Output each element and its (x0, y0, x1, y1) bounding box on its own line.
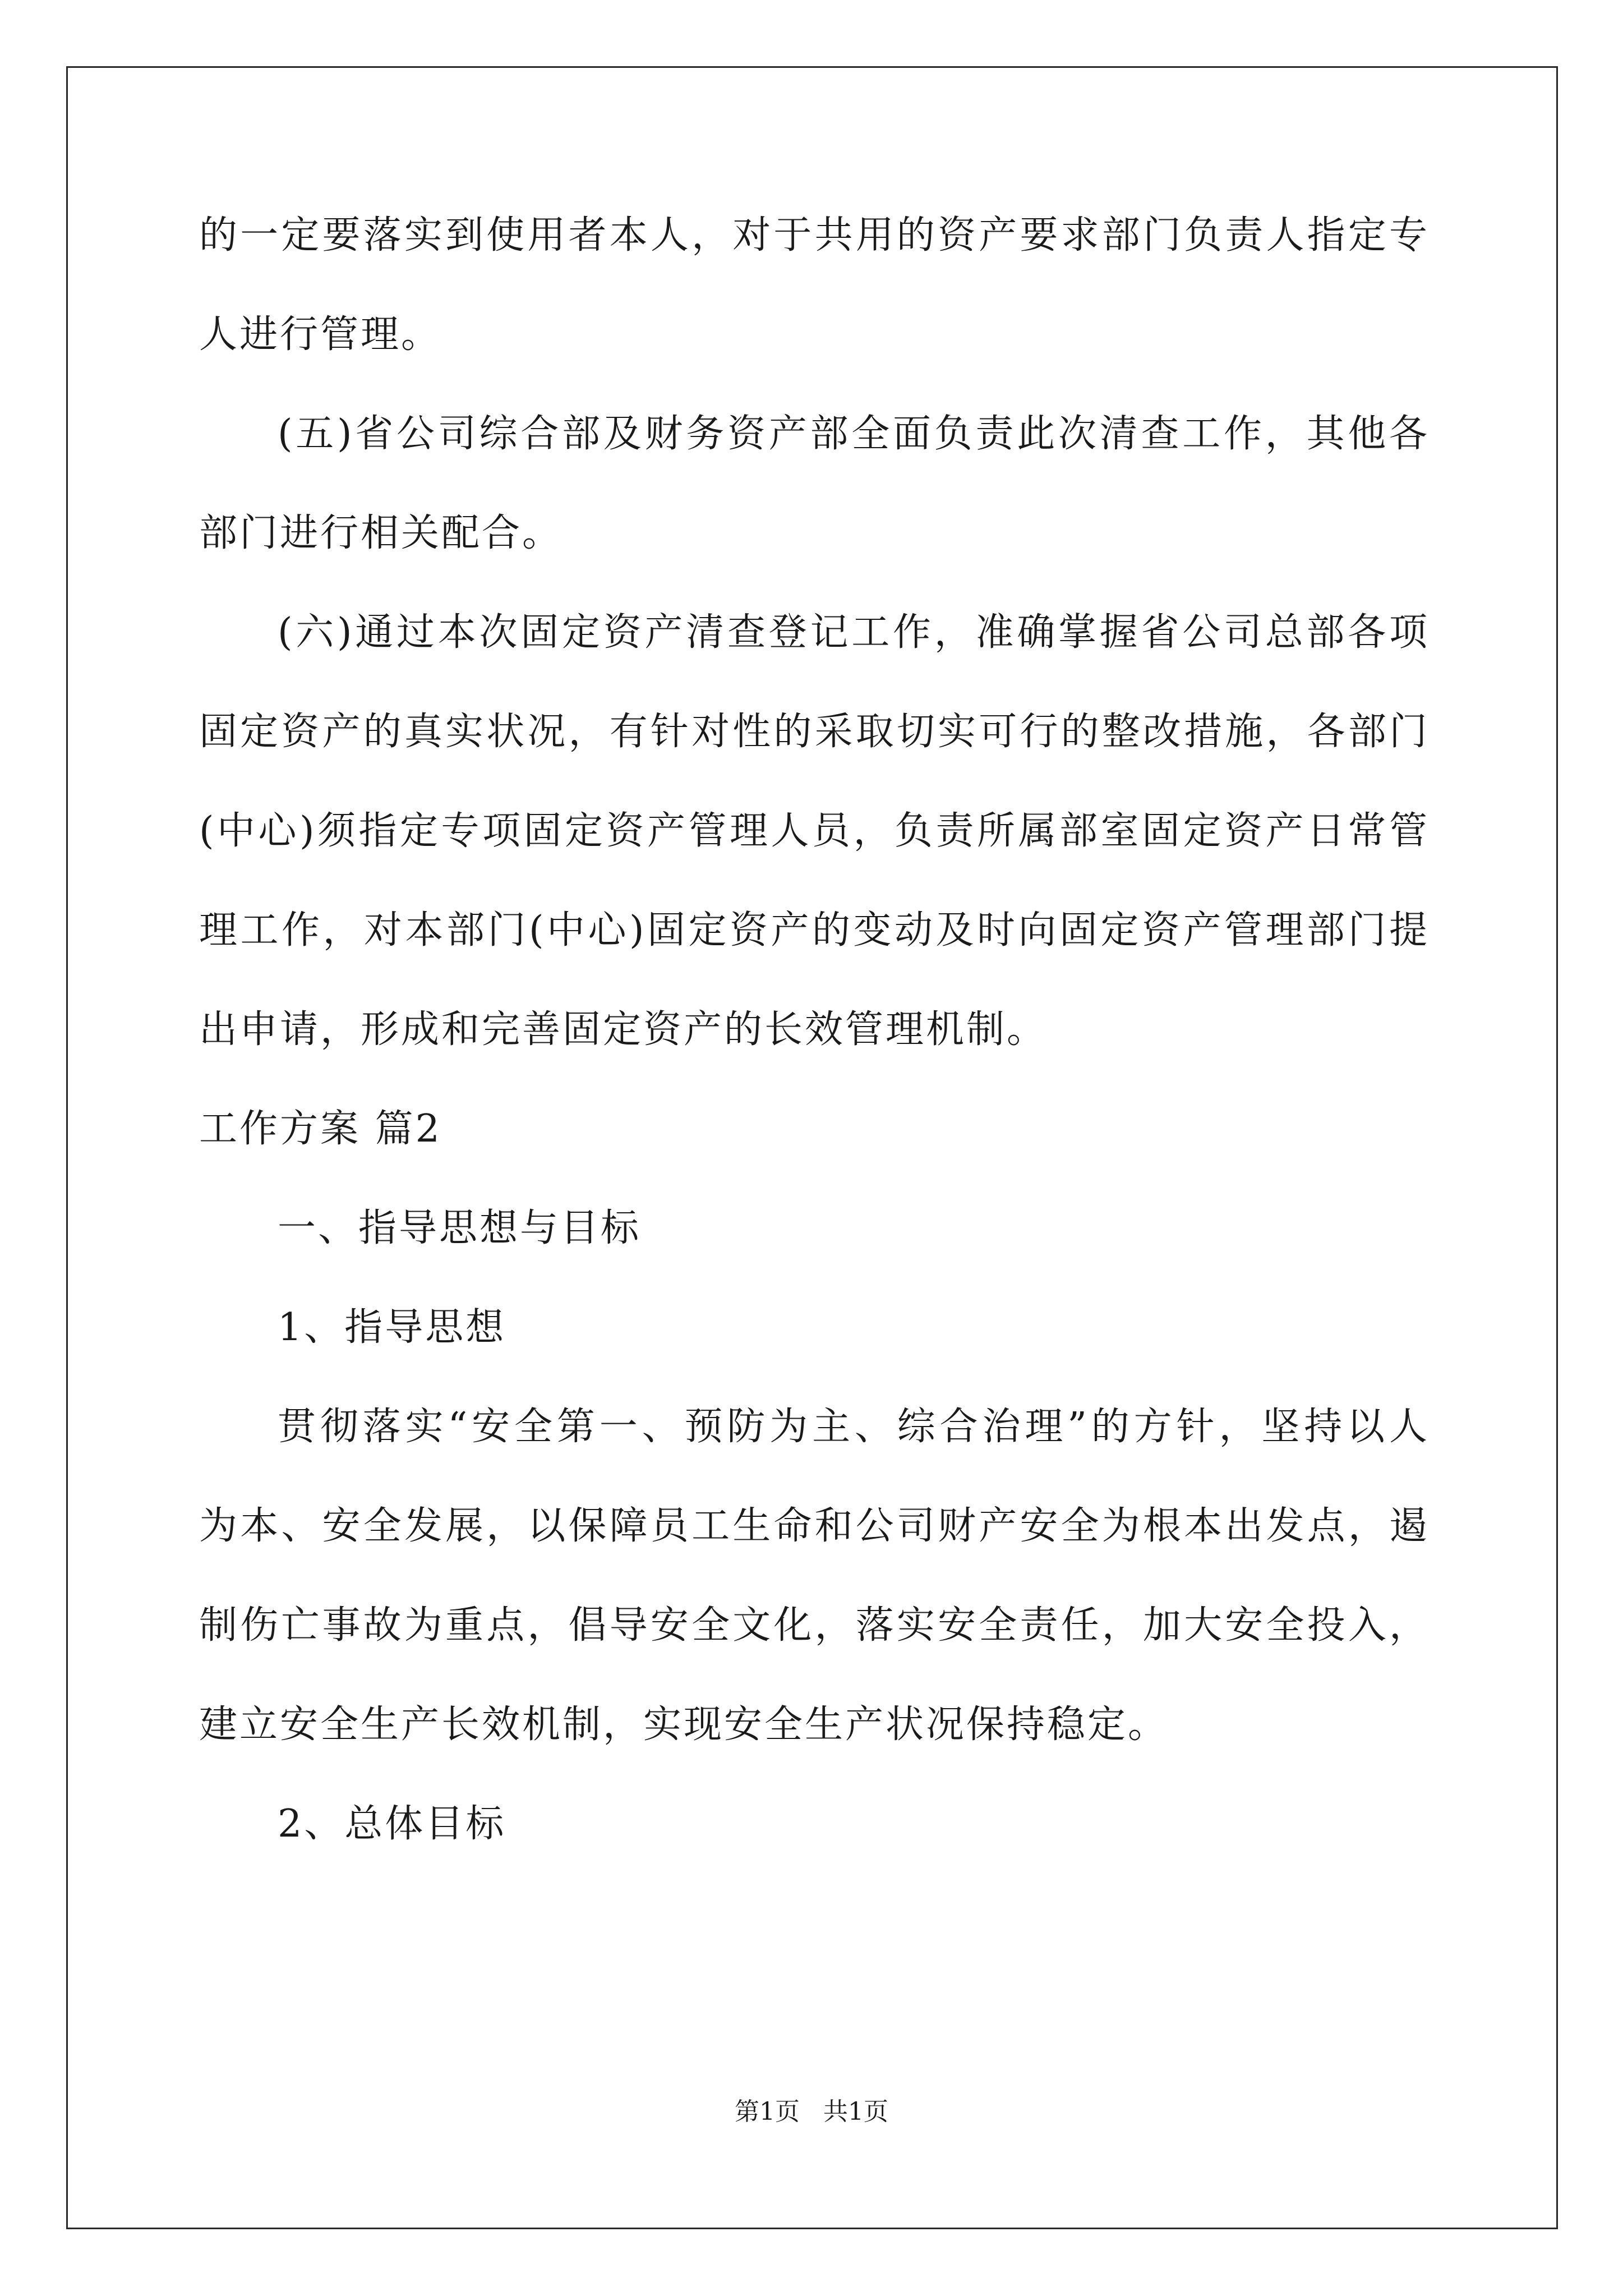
page-number: 第1页 (735, 2097, 800, 2126)
text-line: 为本、安全发展，以保障员工生命和公司财产安全为根本出发点，遏 (199, 1504, 1427, 1548)
page-total: 共1页 (823, 2097, 888, 2126)
text-line: 固定资产的真实状况，有针对性的采取切实可行的整改措施，各部门 (199, 710, 1427, 754)
subsection-heading: 一、指导思想与目标 (278, 1206, 642, 1250)
text-line: 制伤亡事故为重点，倡导安全文化，落实安全责任，加大安全投入， (199, 1603, 1427, 1648)
page-footer (0, 2095, 1623, 2129)
text-line: 的一定要落实到使用者本人，对于共用的资产要求部门负责人指定专 (199, 213, 1427, 257)
text-line: 部门进行相关配合。 (199, 511, 563, 555)
text-line: 出申请，形成和完善固定资产的长效管理机制。 (199, 1007, 1048, 1052)
subsection-heading: 1、指导思想 (278, 1305, 506, 1350)
text-line: 理工作，对本部门(中心)固定资产的变动及时向固定资产管理部门提 (199, 908, 1427, 953)
document-body (199, 208, 1427, 1895)
text-line: (五)省公司综合部及财务资产部全面负责此次清查工作，其他各 (278, 412, 1427, 456)
text-line: 贯彻落实“安全第一、预防为主、综合治理”的方针，坚持以人 (278, 1405, 1427, 1449)
subsection-heading: 2、总体目标 (278, 1802, 506, 1846)
text-line: (六)通过本次固定资产清查登记工作，准确掌握省公司总部各项 (278, 610, 1427, 655)
text-line: (中心)须指定专项固定资产管理人员，负责所属部室固定资产日常管 (199, 809, 1427, 853)
text-line: 人进行管理。 (199, 312, 442, 357)
text-line: 建立安全生产长效机制，实现安全生产状况保持稳定。 (199, 1703, 1169, 1747)
section-heading: 工作方案 篇2 (199, 1107, 442, 1151)
